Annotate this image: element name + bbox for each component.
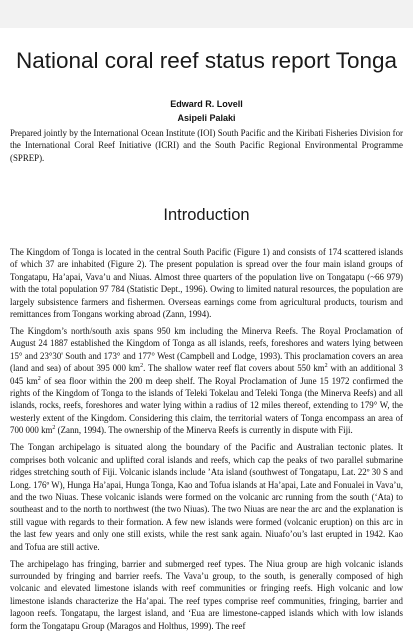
superscript: 2 xyxy=(324,363,328,370)
text-run: The Kingdom’s north/south axis spans 950 km including the Minerva Reefs. The Royal Proclamation of August 24 1887 established the Kingdom of Tonga as all islands, reefs, foreshores and waters lying between 15° and 23°30' South and 173° and 177° West (Campbell and Lodge, 1993). This proclamation covers an area (land and sea) of about 395 000 km xyxy=(10,326,403,374)
paragraph: The Kingdom of Tonga is located in the central South Pacific (Figure 1) and consists of 174 scattered islands of which 37 are inhabited (Figure 2). The present population is spread over the four main island groups of Tongatapu, Ha’apai, Vava’u and Niuas. Almost three quarters of the population live on Tongatapu (~66 979) with the total population 97 784 (Statistic Dept., 1996). Owing to limited natural resources, the population are largely subsistence farmers and fishermen. Overseas earnings come from agricultural products, tourism and remittances from Tongans working abroad (Zann, 1994). xyxy=(10,247,403,320)
superscript: 2 xyxy=(37,375,41,382)
author-name: Edward R. Lovell xyxy=(170,99,243,109)
text-run: . The shallow water reef flat covers about 550 km xyxy=(143,363,325,374)
paragraph: The Tongan archipelago is situated along the boundary of the Pacific and Australian tectonic plates. It comprises both volcanic and uplifted coral islands and reefs, which cap the peaks of two parallel submarine ridges stretching south of Fiji. Volcanic islands include ’Ata island (southwest of Tongatapu, Lat. 22º 30 S and Long. 176º W), Hunga Ha’apai, Hunga Tonga, Kao and Tofua islands at Ha’apai, Late and Fonualei in Vava’u, and the two Niuas. These volcanic islands were formed on the volcanic arc running from the south (‘Ata) to southeast and to the north to northwest (the two Niuas). The two Niuas are near the arc and the explanation is still vague with regards to their formation. A few new islands were formed (volcanic eruption) on this arc in the last few years and only one still exists, while the rest sank again. Niuafo’ou’s last erupted in 1942. Kao and Tofua are still active. xyxy=(10,442,403,552)
paragraph: The archipelago has fringing, barrier and submerged reef types. The Niua group are high volcanic islands surrounded by fringing and barrier reefs. The Vava’u group, to the south, is generally composed of high volcanic and elevated limestone islands with reef communities or fringing reefs. High volcanic and low limestone islands characterize the Ha’apai. The reef types comprise reef communities, fringing, barrier and lagoon reefs. Tongatapu, the largest island, and ‘Eua are limestone-capped islands which with low islands form the Tongatapu Group (Maragos and Holthus, 1999). The reef xyxy=(10,558,403,631)
page-title: National coral reef status report Tonga xyxy=(15,48,398,73)
header-band xyxy=(0,0,413,28)
paragraph xyxy=(10,325,403,437)
author-name: Asipeli Palaki xyxy=(177,113,236,123)
superscript: 2 xyxy=(52,425,56,432)
text-run: of sea floor within the 200 m deep shelf. The Royal Proclamation of June 15 1972 confirmed the rights of the Kingdom of Tonga to the islands of Teleki Tokelau and Teleki Tonga (the Minerva Reefs) and all islands, rocks, reefs, foreshores and water lying within a radius of 12 miles thereof, extending to 179° W, the westerly extent of the Kingdom. Considering this claim, the territorial waters of Tonga encompass an area of 700 000 km xyxy=(10,375,403,436)
text-run: with an additional 3 045 km xyxy=(10,363,403,386)
preparation-note: Prepared jointly by the International Ocean Institute (IOI) South Pacific and the Kiribati Fisheries Division for the International Coral Reef Initiative (ICRI) and the South Pacific Regional Environmental Programme (SPREP). xyxy=(10,128,403,163)
section-heading-introduction: Introduction xyxy=(163,206,250,224)
superscript: 2 xyxy=(140,363,144,370)
body-text xyxy=(10,246,403,640)
text-run: (Zann, 1994). The ownership of the Minerva Reefs is currently in dispute with Fiji. xyxy=(55,425,353,436)
